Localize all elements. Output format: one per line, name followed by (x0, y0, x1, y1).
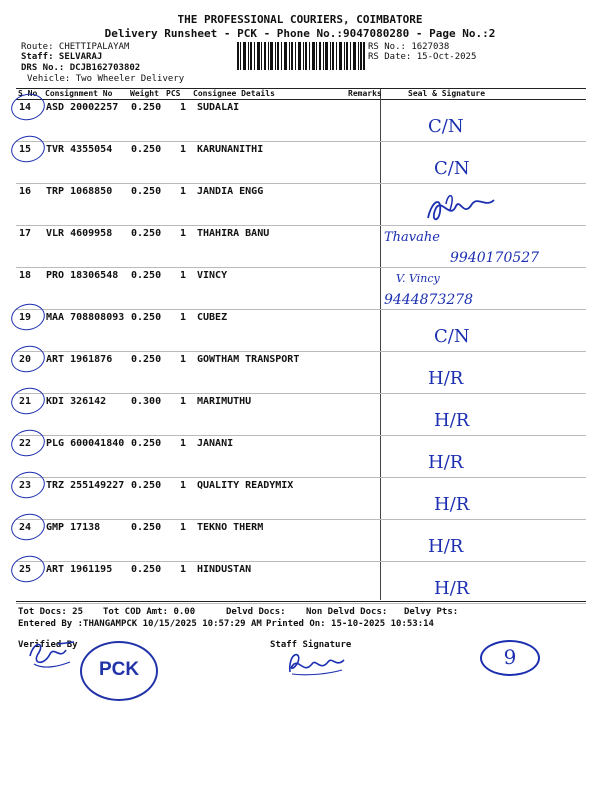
printed-on: Printed On: 15-10-2025 10:53:14 (266, 619, 434, 629)
row-pcs: 1 (180, 396, 187, 407)
page-count-circle (480, 640, 540, 676)
row-sno: 16 (19, 186, 32, 197)
row-pcs: 1 (180, 102, 187, 113)
verified-by-label: Verified By (18, 640, 78, 650)
table-row (0, 142, 600, 184)
handwritten-status: C/N (434, 158, 470, 179)
row-weight: 0.300 (131, 396, 162, 407)
handwritten-name-row17: Thavahe (384, 230, 440, 245)
sno-circle-mark (9, 91, 48, 124)
company-title: THE PROFESSIONAL COURIERS, COIMBATORE (177, 13, 423, 26)
route-label: Route: CHETTIPALAYAM (21, 42, 130, 52)
handwritten-status: H/R (428, 368, 464, 389)
row-consignment: TRZ 255149227 (46, 480, 125, 491)
staff-signature-label: Staff Signature (270, 640, 352, 650)
col-seal-signature: Seal & Signature (408, 89, 486, 98)
row-pcs: 1 (180, 312, 187, 323)
row-sno: 14 (19, 102, 32, 113)
row-weight: 0.250 (131, 312, 162, 323)
row-pcs: 1 (180, 480, 187, 491)
handwritten-status: H/R (428, 536, 464, 557)
row-consignee: JANDIA ENGG (197, 186, 264, 197)
row-consignment: KDI 326142 (46, 396, 107, 407)
handwritten-phone-row17: 9940170527 (450, 250, 540, 266)
verifier-signature (24, 636, 84, 672)
delivered-docs: Delvd Docs: (226, 607, 286, 617)
row-pcs: 1 (180, 354, 187, 365)
row-sno: 17 (19, 228, 32, 239)
row-consignee: THAHIRA BANU (197, 228, 270, 239)
handwritten-status: H/R (434, 410, 470, 431)
stamp-text: PCK (98, 659, 140, 680)
row-weight: 0.250 (131, 102, 162, 113)
row-pcs: 1 (180, 270, 187, 281)
row-sno: 21 (19, 396, 32, 407)
table-row (0, 310, 600, 352)
handwritten-status: C/N (428, 116, 464, 137)
row-sno: 25 (19, 564, 32, 575)
row-weight: 0.250 (131, 354, 162, 365)
row-weight: 0.250 (131, 186, 162, 197)
table-row (0, 394, 600, 436)
table-row (0, 562, 600, 604)
row-pcs: 1 (180, 186, 187, 197)
non-delivered-docs: Non Delvd Docs: (306, 607, 388, 617)
row-consignment: ASD 20002257 (46, 102, 119, 113)
row-consignee: SUDALAI (197, 102, 240, 113)
row-sno: 15 (19, 144, 32, 155)
page-count: 9 (503, 645, 517, 669)
row-pcs: 1 (180, 564, 187, 575)
row-consignment: ART 1961876 (46, 354, 113, 365)
row-pcs: 1 (180, 438, 187, 449)
row-consignment: VLR 4609958 (46, 228, 113, 239)
handwritten-name-row18: V. Vincy (396, 272, 440, 285)
rs-number: RS No.: 1627038 (368, 42, 450, 52)
table-row (0, 436, 600, 478)
row-consignment: PLG 600041840 (46, 438, 125, 449)
barcode (237, 42, 365, 70)
handwritten-status: H/R (434, 578, 470, 599)
row-consignee: MARIMUTHU (197, 396, 252, 407)
barcode-graphic (237, 42, 365, 70)
row-sno: 24 (19, 522, 32, 533)
row-consignee: KARUNANITHI (197, 144, 264, 155)
row-pcs: 1 (180, 144, 187, 155)
row-consignment: ART 1961195 (46, 564, 113, 575)
row-consignee: VINCY (197, 270, 228, 281)
row-consignment: PRO 18306548 (46, 270, 119, 281)
row-weight: 0.250 (131, 564, 162, 575)
runsheet-subtitle: Delivery Runsheet - PCK - Phone No.:9047080280 - Page No.:2 (104, 27, 496, 40)
row-consignee: TEKNO THERM (197, 522, 264, 533)
row-consignment: TVR 4355054 (46, 144, 113, 155)
row-consignment: TRP 1068850 (46, 186, 113, 197)
table-row (0, 478, 600, 520)
row-consignment: GMP 17138 (46, 522, 101, 533)
row-consignee: CUBEZ (197, 312, 228, 323)
col-consignment: Consignment No (45, 89, 113, 98)
drs-label: DRS No.: DCJB162703802 (21, 63, 141, 73)
table-row (0, 184, 600, 226)
col-weight: Weight (130, 89, 159, 98)
row-consignment: MAA 708808093 (46, 312, 125, 323)
row-weight: 0.250 (131, 144, 162, 155)
row-weight: 0.250 (131, 438, 162, 449)
pck-stamp (80, 641, 158, 701)
total-cod-amount: Tot COD Amt: 0.00 (103, 607, 196, 617)
table-row (0, 352, 600, 394)
col-sno: S No (18, 89, 38, 98)
col-remarks: Remarks (348, 89, 382, 98)
staff-label: Staff: SELVARAJ (21, 52, 103, 62)
handwritten-status: H/R (428, 452, 464, 473)
total-docs: Tot Docs: 25 (18, 607, 84, 617)
row-sno: 18 (19, 270, 32, 281)
delivery-points: Delvy Pts: (404, 607, 459, 617)
row-sno: 22 (19, 438, 32, 449)
signature-row16 (420, 190, 500, 230)
row-sno: 23 (19, 480, 32, 491)
row-weight: 0.250 (131, 228, 162, 239)
table-row (0, 100, 600, 142)
row-consignee: JANANI (197, 438, 234, 449)
table-row (0, 268, 600, 310)
row-sno: 20 (19, 354, 32, 365)
row-consignee: QUALITY READYMIX (197, 480, 294, 491)
col-pcs: PCS (166, 89, 181, 98)
col-details: Consignee Details (193, 89, 275, 98)
row-weight: 0.250 (131, 480, 162, 491)
rs-date: RS Date: 15-Oct-2025 (368, 52, 477, 62)
vehicle-label: Vehicle: Two Wheeler Delivery (27, 74, 185, 84)
staff-signature (284, 646, 348, 680)
entered-by: Entered By :THANGAMPCK 10/15/2025 10:57:29 AM (18, 619, 262, 629)
handwritten-status: H/R (434, 494, 470, 515)
row-sno: 19 (19, 312, 32, 323)
table-row (0, 520, 600, 562)
row-pcs: 1 (180, 228, 187, 239)
row-pcs: 1 (180, 522, 187, 533)
row-separator (16, 603, 586, 604)
row-weight: 0.250 (131, 270, 162, 281)
handwritten-phone-row18: 9444873278 (384, 292, 474, 308)
row-weight: 0.250 (131, 522, 162, 533)
row-consignee: HINDUSTAN (197, 564, 252, 575)
handwritten-status: C/N (434, 326, 470, 347)
row-consignee: GOWTHAM TRANSPORT (197, 354, 300, 365)
